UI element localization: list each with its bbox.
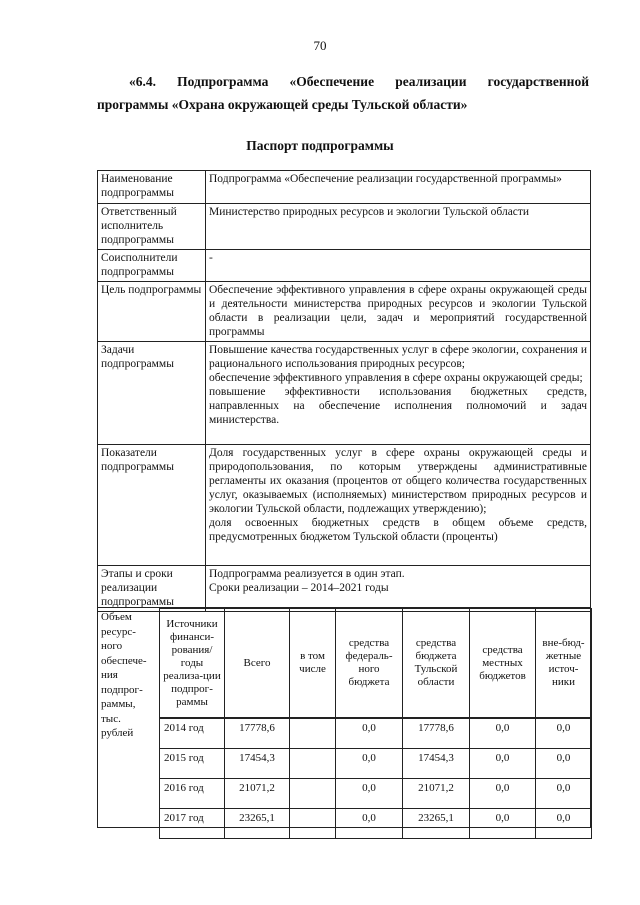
- indicator-line: доля освоенных бюджетных средств в общем объеме средств, предусмотренных бюджетом Тульской области (проценты): [209, 517, 587, 543]
- cell-total: 21071,2: [225, 779, 290, 809]
- cell-year: 2017 год: [160, 809, 225, 839]
- passport-label: Ответственный исполнитель подпрограммы: [98, 204, 206, 250]
- cell-including: [290, 779, 336, 809]
- funding-header-row: [160, 609, 592, 719]
- page-number: 70: [313, 38, 327, 53]
- cell-year: 2014 год: [160, 718, 225, 749]
- cell-total: 23265,1: [225, 809, 290, 839]
- passport-row: [98, 566, 591, 612]
- heading-line-1: «6.4. Подпрограмма «Обеспечение реализации государственной: [129, 74, 589, 89]
- cell-extra: 0,0: [536, 809, 592, 839]
- passport-value: [206, 342, 591, 445]
- funding-label: Объем ресурс-ного обеспече-ния подпрог-раммы, тыс. рублей: [101, 611, 147, 739]
- table-row: [160, 718, 592, 749]
- passport-value: [206, 566, 591, 612]
- col-header-source: Источники финанси-рования/ годы реализа-ции подпрог-раммы: [160, 609, 225, 719]
- passport-value: -: [206, 250, 591, 282]
- cell-local: 0,0: [470, 718, 536, 749]
- passport-label: Показатели подпрограммы: [98, 445, 206, 566]
- passport-value: [206, 445, 591, 566]
- passport-label: Цель подпрограммы: [98, 282, 206, 342]
- cell-including: [290, 809, 336, 839]
- task-line: Повышение качества государственных услуг в сфере экологии, сохранения и рационального использования природных ресурсов;: [209, 344, 587, 370]
- passport-value: Министерство природных ресурсов и экологии Тульской области: [206, 204, 591, 250]
- col-header-regional: средства бюджета Тульской области: [403, 609, 470, 719]
- passport-row: [98, 282, 591, 342]
- stage-line: Подпрограмма реализуется в один этап.: [209, 568, 405, 580]
- col-header-total: Всего: [225, 609, 290, 719]
- indicator-line: Доля государственных услуг в сфере охраны окружающей среды и природопользования, по которым утверждены административные регламенты их оказания (процентов от общего количества государственных услуг, оказываемых (исполняемых) министерством природных ресурсов и экологии Тульской области, подлежащих утверждению);: [209, 447, 587, 515]
- passport-title: Паспорт подпрограммы: [246, 138, 394, 153]
- cell-extra: 0,0: [536, 779, 592, 809]
- cell-including: [290, 749, 336, 779]
- cell-federal: 0,0: [336, 779, 403, 809]
- cell-federal: 0,0: [336, 809, 403, 839]
- cell-regional: 21071,2: [403, 779, 470, 809]
- passport-label: Наименование подпрограммы: [98, 171, 206, 204]
- cell-regional: 23265,1: [403, 809, 470, 839]
- passport-row: [98, 250, 591, 282]
- passport-label: Этапы и сроки реализации подпрограммы: [98, 566, 206, 612]
- col-header-federal: средства федераль-ного бюджета: [336, 609, 403, 719]
- col-header-extrabudget: вне-бюд-жетные источ-ники: [536, 609, 592, 719]
- cell-local: 0,0: [470, 749, 536, 779]
- funding-block: [97, 607, 591, 828]
- passport-label: Соисполнители подпрограммы: [98, 250, 206, 282]
- cell-local: 0,0: [470, 779, 536, 809]
- passport-row: [98, 171, 591, 204]
- task-line: повышение эффективности использования бюджетных средств, направленных на обеспечение исполнения полномочий и задач министерства.: [209, 386, 587, 426]
- passport-row: [98, 445, 591, 566]
- section-heading: [97, 70, 589, 116]
- stage-line: Сроки реализации – 2014–2021 годы: [209, 582, 389, 594]
- cell-year: 2016 год: [160, 779, 225, 809]
- cell-extra: 0,0: [536, 718, 592, 749]
- funding-table: [159, 608, 592, 839]
- passport-label: Задачи подпрограммы: [98, 342, 206, 445]
- cell-year: 2015 год: [160, 749, 225, 779]
- table-row: [160, 809, 592, 839]
- cell-including: [290, 718, 336, 749]
- heading-line-2: программы «Охрана окружающей среды Тульской области»: [97, 97, 468, 112]
- cell-total: 17778,6: [225, 718, 290, 749]
- passport-row: [98, 342, 591, 445]
- passport-table: [97, 170, 591, 612]
- task-line: обеспечение эффективного управления в сфере охраны окружающей среды;: [209, 372, 583, 384]
- col-header-including: в том числе: [290, 609, 336, 719]
- col-header-local: средства местных бюджетов: [470, 609, 536, 719]
- cell-local: 0,0: [470, 809, 536, 839]
- cell-extra: 0,0: [536, 749, 592, 779]
- cell-federal: 0,0: [336, 718, 403, 749]
- passport-value: Обеспечение эффективного управления в сфере охраны окружающей среды и деятельности министерства природных ресурсов и экологии Тульской области в реализации цели, задач и мероприятий государственной программы: [206, 282, 591, 342]
- passport-value: Подпрограмма «Обеспечение реализации государственной программы»: [206, 171, 591, 204]
- table-row: [160, 779, 592, 809]
- table-row: [160, 749, 592, 779]
- cell-regional: 17454,3: [403, 749, 470, 779]
- cell-federal: 0,0: [336, 749, 403, 779]
- cell-total: 17454,3: [225, 749, 290, 779]
- passport-row: [98, 204, 591, 250]
- cell-regional: 17778,6: [403, 718, 470, 749]
